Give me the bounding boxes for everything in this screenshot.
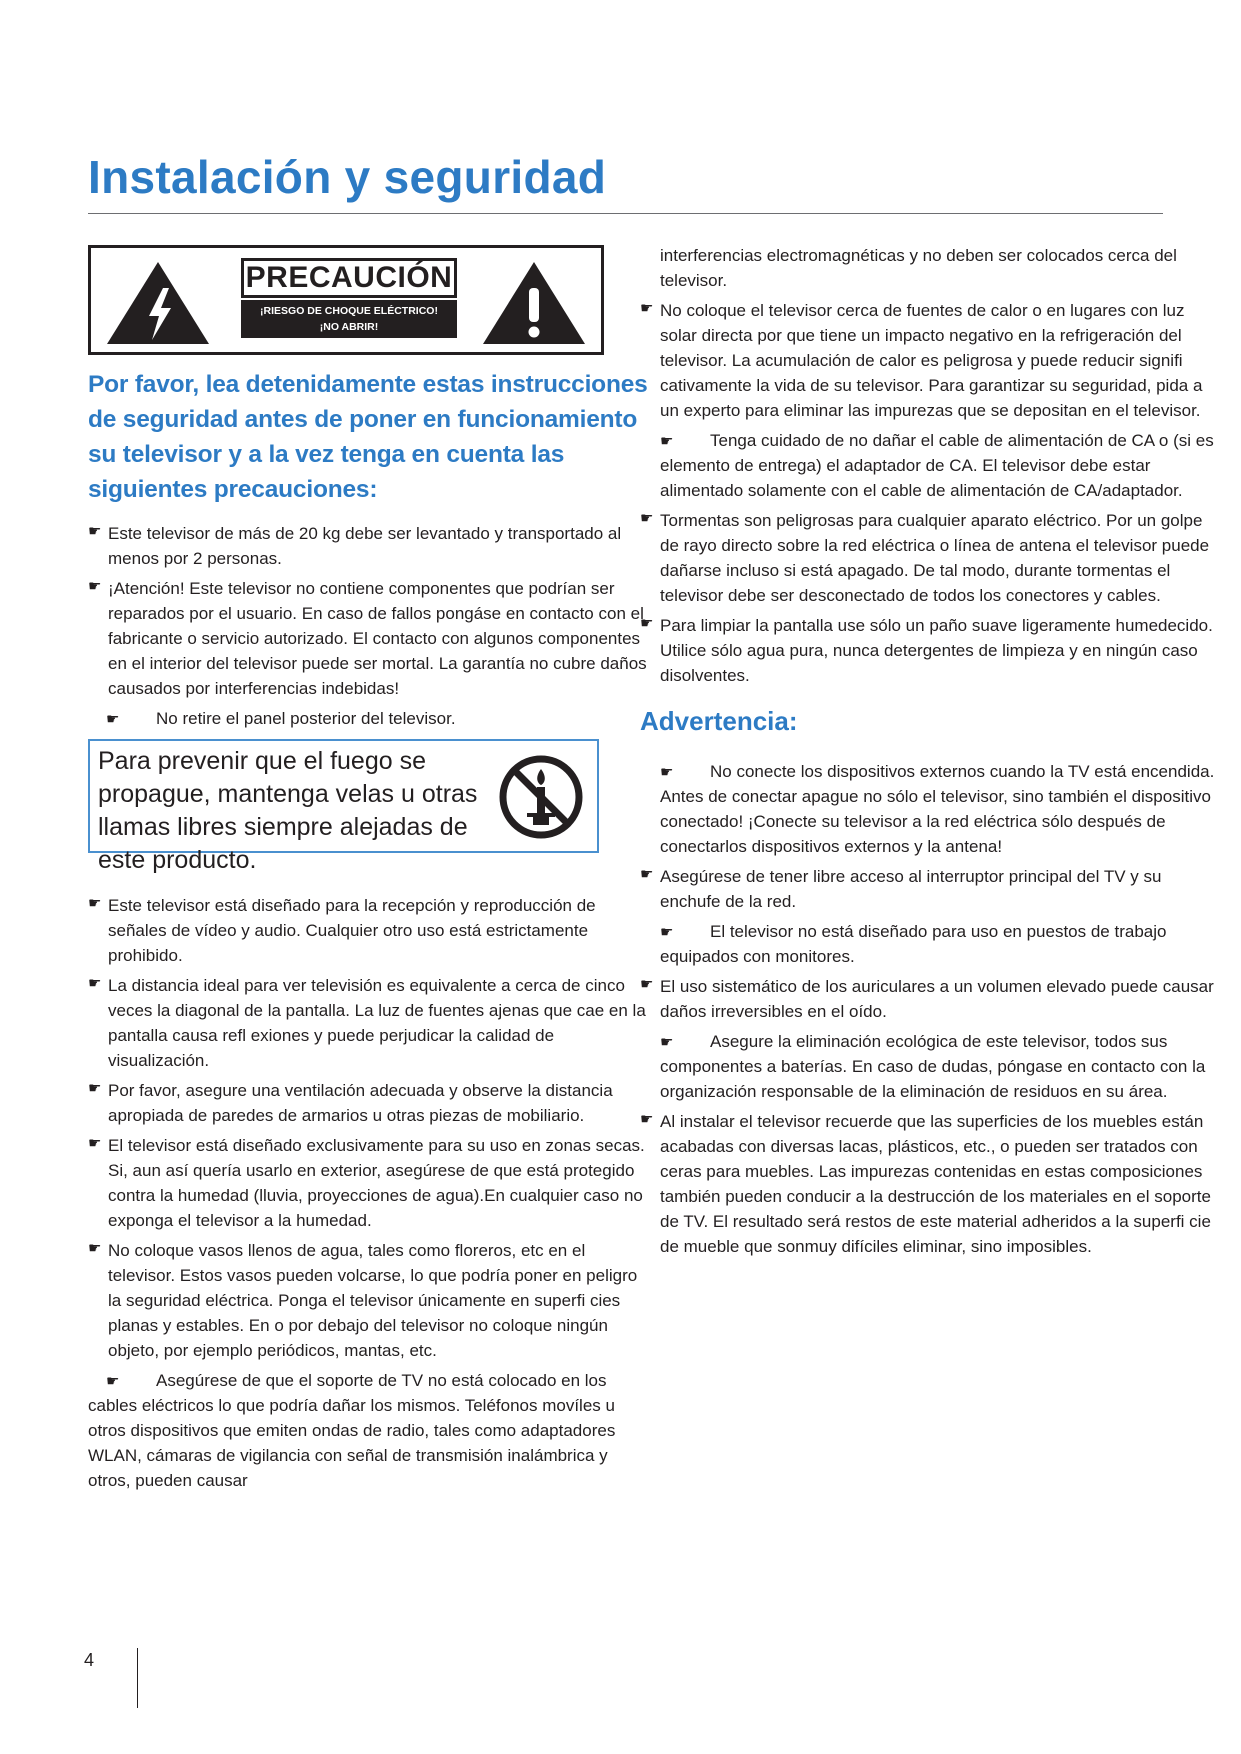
fire-warning-box (88, 739, 599, 874)
list-item-text: El uso sistemático de los auriculares a un volumen elevado puede causar daños irreversibles en el oído. (660, 977, 1214, 1021)
pointing-hand-icon: ☛ (640, 510, 654, 527)
pointing-hand-icon: ☛ (640, 1111, 654, 1128)
list-item (640, 613, 1215, 688)
list-item (640, 1029, 1215, 1104)
pointing-hand-icon: ☛ (640, 866, 654, 883)
list-item (88, 1368, 653, 1493)
caution-center (241, 258, 457, 338)
list-item-text: No retire el panel posterior del televisor. (156, 709, 456, 728)
list-item-text: Asegúrese de que el soporte de TV no está colocado en los cables eléctricos lo que podría dañar los mismos. Teléfonos movíles u otros dispositivos que emiten ondas de radio, tales como adaptadores WLAN, cámaras de vigilancia con señal de transmisión inalámbrica y otros, pueden causar (88, 1371, 616, 1490)
list-item (640, 508, 1215, 608)
list-item-text: No coloque vasos llenos de agua, tales como floreros, etc en el televisor. Estos vasos pueden volcarse, lo que podría poner en peligro la seguridad eléctrica. Ponga el televisor únicamente en superfi cies planas y estables. En o por debajo del televisor no coloque ningún objeto, por ejemplo periódicos, mantas, etc. (108, 1241, 638, 1360)
list-item (88, 1238, 653, 1363)
list-item-text: Al instalar el televisor recuerde que las superficies de los muebles están acabadas con diversas lacas, plásticos, etc., o pueden ser tratados con ceras para muebles. Las impurezas contenidas en estas composiciones también pueden conducir a la destrucción de los materiales en el soporte de TV. El resultado será restos de este material adheridos a la superfi cie de mueble que sonmuy difíciles eliminar, sino imposibles. (660, 1112, 1211, 1256)
list-item (88, 521, 653, 571)
list-item (640, 1109, 1215, 1259)
list-item-text: No conecte los dispositivos externos cuando la TV está encendida. Antes de conectar apague no sólo el televisor, sino también el dispositivo conectado! ¡Conecte su televisor a la red eléctrica sólo después de conectarlos dispositivos externos y la antena! (660, 762, 1215, 856)
pointing-hand-icon: ☛ (660, 924, 674, 941)
pointing-hand-icon: ☛ (106, 711, 120, 728)
list-item-text: Tormentas son peligrosas para cualquier aparato eléctrico. Por un golpe de rayo directo sobre la red eléctrica o línea de antena el televisor puede dañarse incluso si está apagado. De tal modo, durante tormentas el televisor debe ser desconectado de todos los conectores y cables. (660, 511, 1210, 605)
pointing-hand-icon: ☛ (660, 764, 674, 781)
footer-divider (137, 1648, 138, 1708)
list-item-text: No coloque el televisor cerca de fuentes de calor o en lugares con luz solar directa por que tiene un impacto negativo en la refrigeración del televisor. La acumulación de calor es peligrosa y puede reducir signifi cativamente la vida de su televisor. Para garantizar su seguridad, pida a un experto para eliminar las impurezas que se depositan en el televisor. (660, 301, 1203, 420)
list-item-text: La distancia ideal para ver televisión es equivalente a cerca de cinco veces la diagonal de la pantalla. La luz de fuentes ajenas que cae en la pantalla causa refl exiones y puede perjudicar la calidad de visualización. (108, 976, 646, 1070)
caution-line-1: ¡RIESGO DE CHOQUE ELÉCTRICO! (260, 305, 438, 317)
pointing-hand-icon: ☛ (88, 1080, 102, 1097)
pointing-hand-icon: ☛ (640, 300, 654, 317)
pointing-hand-icon: ☛ (88, 895, 102, 912)
list-item (640, 919, 1215, 969)
warning-heading: Advertencia: (640, 706, 798, 736)
list-item-text: Tenga cuidado de no dañar el cable de alimentación de CA o (si es elemento de entrega) el adaptador de CA. El televisor debe estar alimentado solamente con el cable de alimentación de CA/adaptador. (660, 431, 1214, 500)
list-item-text: Este televisor está diseñado para la recepción y reproducción de señales de vídeo y audio. Cualquier otro uso está estrictamente prohibido. (108, 896, 596, 965)
list-item (88, 893, 653, 968)
pointing-hand-icon: ☛ (88, 578, 102, 595)
caution-subtext (241, 300, 457, 338)
list-item (88, 973, 653, 1073)
list-item-continuation (640, 243, 1215, 293)
list-item (640, 864, 1215, 914)
list-item-text: Asegure la eliminación ecológica de este televisor, todos sus componentes a baterías. En caso de dudas, póngase en contacto con la organización responsable de la eliminación de residuos en su área. (660, 1032, 1206, 1101)
list-item (88, 706, 653, 731)
lightning-warning-icon (103, 258, 213, 348)
right-column (640, 243, 1215, 1264)
caution-line-2: ¡NO ABRIR! (319, 321, 379, 333)
page-number: 4 (84, 1650, 95, 1670)
list-item-text: El televisor está diseñado exclusivamente para su uso en zonas secas. Si, aun así quería usarlo en exterior, asegúrese de que está protegido contra la humedad (lluvia, proyecciones de agua).En cualquier caso no exponga el televisor a la humedad. (108, 1136, 645, 1230)
exclamation-warning-icon (479, 258, 589, 348)
no-open-flame-icon (497, 753, 585, 841)
pointing-hand-icon: ☛ (106, 1373, 120, 1390)
pointing-hand-icon: ☛ (660, 1034, 674, 1051)
list-item-text: Para limpiar la pantalla use sólo un paño suave ligeramente humedecido. Utilice sólo agua pura, nunca detergentes de limpieza y en ningún caso disolventes. (660, 616, 1213, 685)
pointing-hand-icon: ☛ (640, 976, 654, 993)
left-column (88, 245, 653, 1498)
list-item-text: Asegúrese de tener libre acceso al interruptor principal del TV y su enchufe de la red. (660, 867, 1162, 911)
title-divider (88, 213, 1163, 214)
list-item-text: Este televisor de más de 20 kg debe ser levantado y transportado al menos por 2 personas. (108, 524, 622, 568)
caution-label (88, 245, 604, 355)
pointing-hand-icon: ☛ (88, 975, 102, 992)
list-item-text: El televisor no está diseñado para uso en puestos de trabajo equipados con monitores. (660, 922, 1167, 966)
list-item (88, 1078, 653, 1128)
pointing-hand-icon: ☛ (88, 523, 102, 540)
pointing-hand-icon: ☛ (88, 1135, 102, 1152)
page-title: Instalación y seguridad (88, 151, 607, 203)
pointing-hand-icon: ☛ (88, 1240, 102, 1257)
list-item (640, 974, 1215, 1024)
list-item (640, 428, 1215, 503)
caution-word: PRECAUCIÓN (241, 258, 457, 298)
list-item (88, 576, 653, 701)
fire-warning-text: Para prevenir que el fuego se propague, mantenga velas u otras llamas libres siempre alejadas de este producto. (98, 747, 478, 874)
list-item (88, 1133, 653, 1233)
list-item (640, 298, 1215, 423)
lead-paragraph: Por favor, lea detenidamente estas instrucciones de seguridad antes de poner en funcionamiento su televisor y a la vez tenga en cuenta las siguientes precauciones: (88, 371, 648, 503)
pointing-hand-icon: ☛ (640, 615, 654, 632)
list-item-text: Por favor, asegure una ventilación adecuada y observe la distancia apropiada de paredes de armarios u otras piezas de mobiliario. (108, 1081, 613, 1125)
pointing-hand-icon: ☛ (660, 433, 674, 450)
list-item-text: interferencias electromagnéticas y no deben ser colocados cerca del televisor. (660, 246, 1177, 290)
list-item (640, 759, 1215, 859)
list-item-text: ¡Atención! Este televisor no contiene componentes que podrían ser reparados por el usuario. En caso de fallos pongáse en contacto con el fabricante o servicio autorizado. El contacto con algunos componentes en el interior del televisor puede ser mortal. La garantía no cubre daños causados por interferencias indebidas! (108, 579, 647, 698)
